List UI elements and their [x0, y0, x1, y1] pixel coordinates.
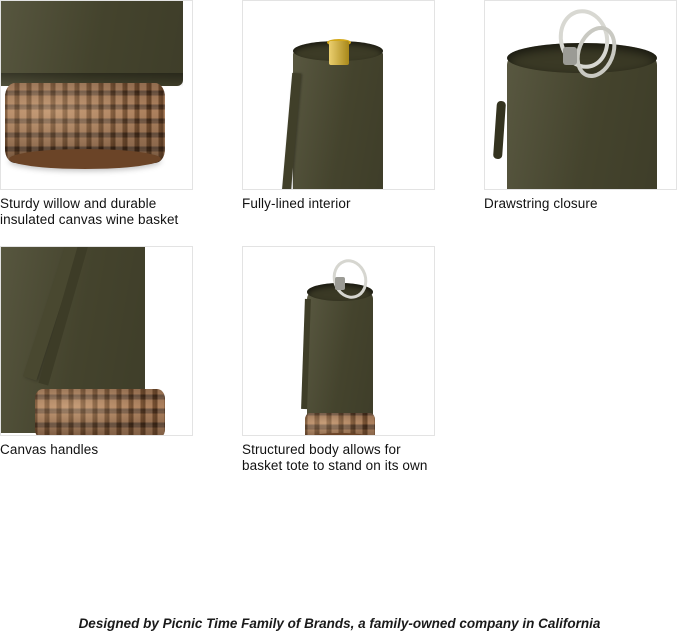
- photo-caption: Structured body allows for basket tote to stand on its own: [242, 442, 428, 473]
- gallery-row-1: [0, 0, 679, 228]
- canvas-body-shape: [293, 49, 383, 190]
- photo-caption: Fully-lined interior: [242, 196, 351, 211]
- gallery-cell-basket-detail: [0, 0, 195, 228]
- gallery-cell-lined-interior: [242, 0, 437, 228]
- product-photo-basket-detail: [0, 0, 193, 190]
- cord-toggle-shape: [563, 47, 577, 65]
- product-photo-lined-interior: [242, 0, 435, 190]
- gallery-cell-empty: [484, 246, 679, 474]
- photo-caption: Canvas handles: [0, 442, 99, 457]
- gallery-cell-drawstring-closure: [484, 0, 679, 228]
- footer-brand-note: Designed by Picnic Time Family of Brands, a family-owned company in California: [78, 616, 601, 631]
- gallery-cell-structured-body: [242, 246, 437, 474]
- cord-toggle-shape: [335, 277, 345, 290]
- gallery-cell-canvas-handles: [0, 246, 195, 474]
- gallery-row-2: [0, 246, 679, 474]
- product-photo-canvas-handles: [0, 246, 193, 436]
- product-photo-structured-body: [242, 246, 435, 436]
- photo-caption: Drawstring closure: [484, 196, 598, 211]
- canvas-handle-shape: [493, 101, 506, 159]
- canvas-body-shape: [307, 291, 373, 421]
- product-photo-drawstring-closure: [484, 0, 677, 190]
- photo-caption: Sturdy willow and durable insulated canvas wine basket: [0, 196, 179, 227]
- bottle-cap-shape: [329, 41, 349, 65]
- wicker-base-shape: [9, 149, 161, 169]
- wicker-weave-shape: [35, 389, 165, 436]
